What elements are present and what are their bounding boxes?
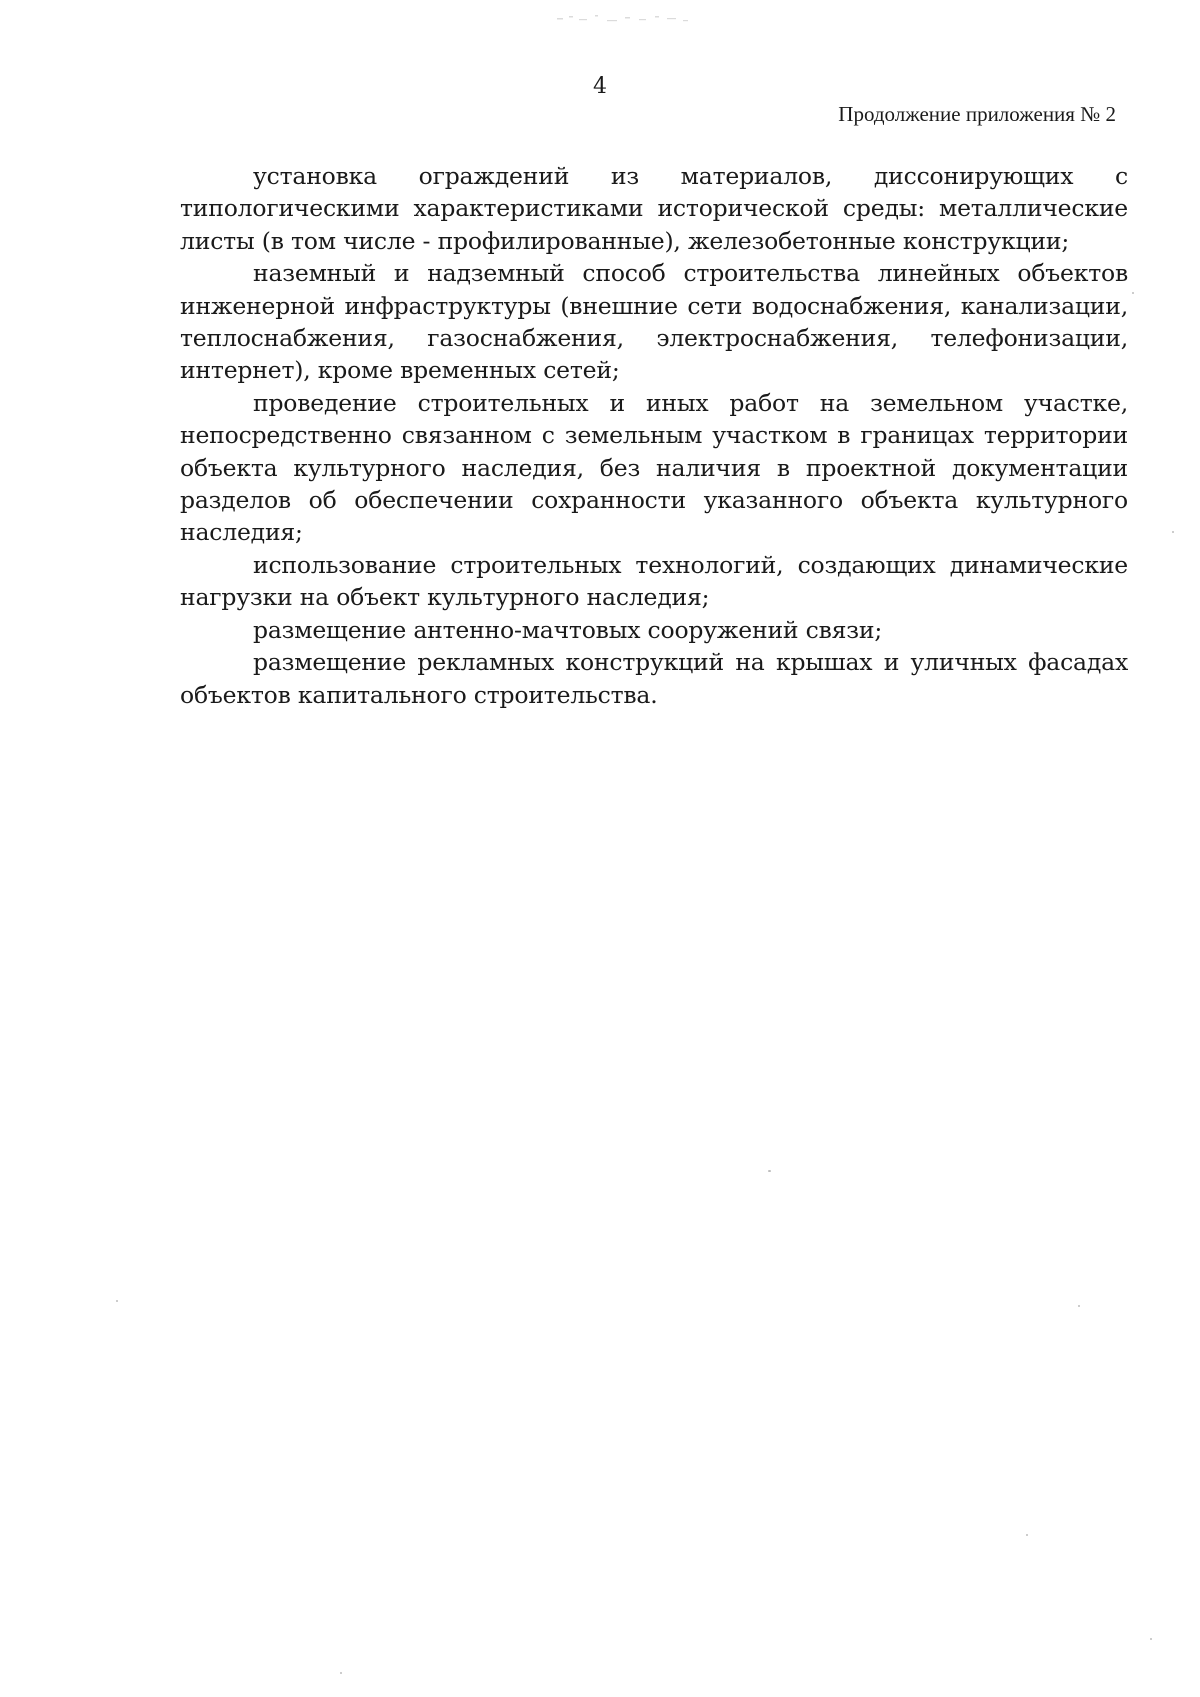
scan-speck: [116, 1300, 118, 1302]
scan-speck: [1026, 1534, 1028, 1536]
document-body: [180, 160, 1128, 711]
scan-speck: [340, 1672, 342, 1674]
paragraph-advertising: размещение рекламных конструкций на крышах и уличных фасадах объектов капитального строительства.: [180, 648, 1128, 709]
paragraph-antenna-structures: размещение антенно-мачтовых сооружений связи;: [253, 615, 883, 644]
paragraph-construction-works: проведение строительных и иных работ на земельном участке, непосредственно связанном с земельным участком в границах территории объекта культурного наследия, без наличия в проектной документации разделов об обеспечении сохранности указанного объекта культурного наследия;: [180, 388, 1128, 547]
running-header: Продолжение приложения № 2: [838, 102, 1116, 126]
paragraph-dynamic-loads: использование строительных технологий, создающих динамические нагрузки на объект культурного наследия;: [180, 550, 1128, 612]
scan-speck: [1172, 531, 1174, 533]
paragraph-linear-objects: наземный и надземный способ строительства линейных объектов инженерной инфраструктуры (внешние сети водоснабжения, канализации, теплоснабжения, газоснабжения, электроснабжения, телефонизации, интернет), кроме временных сетей;: [180, 259, 1128, 385]
page-number: 4: [593, 74, 607, 99]
scan-speck: [1132, 292, 1134, 294]
scan-artifact: [555, 10, 695, 28]
scan-speck: [1150, 1638, 1152, 1640]
scan-speck: [768, 1170, 771, 1172]
scan-speck: [1078, 1305, 1080, 1307]
paragraph-fences: установка ограждений из материалов, диссонирующих с типологическими характеристиками исторической среды: металлические листы (в том числе - профилированные), железобетонные конструкции;: [180, 162, 1128, 255]
